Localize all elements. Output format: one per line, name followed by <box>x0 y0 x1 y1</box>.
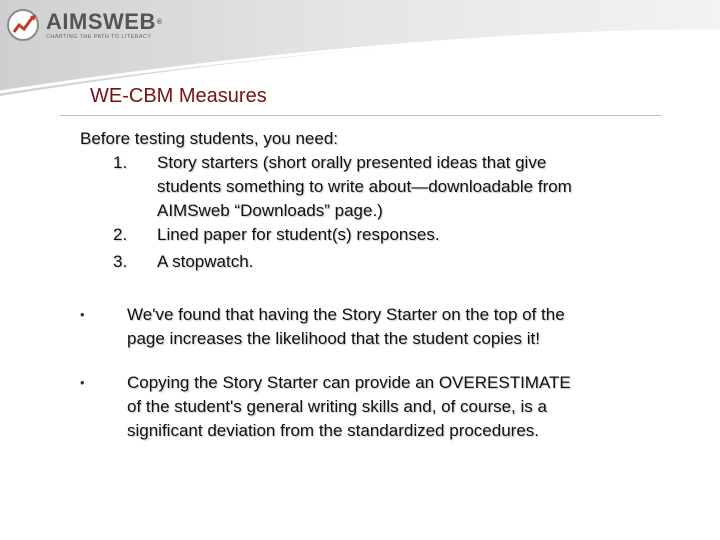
intro-text: Before testing students, you need: <box>80 129 339 148</box>
bullet-text: We've found that having the Story Starter on the top of the page increases the likelihood that the student copies it! <box>127 305 565 348</box>
title-divider <box>60 115 661 116</box>
bullet-text: Copying the Story Starter can provide an OVERESTIMATE of the student's general writing skills and, of course, is a significant deviation from the standardized procedures. <box>127 373 571 440</box>
slide-title: WE-CBM Measures <box>90 85 267 107</box>
item-number: 2. <box>113 225 128 244</box>
header-band <box>0 0 720 96</box>
item-number: 1. <box>113 153 128 172</box>
logo-chart-icon <box>6 8 42 42</box>
bullet-marker: • <box>80 307 85 322</box>
item-text: A stopwatch. <box>157 252 254 271</box>
logo-wordmark: AIMSWEB® <box>46 9 163 34</box>
bullet-marker: • <box>80 375 85 390</box>
item-number: 3. <box>113 252 128 271</box>
logo-tagline: CHARTING THE PATH TO LITERACY <box>46 34 152 40</box>
item-text: Story starters (short orally presented ideas that give students something to write about—downloadable from AIMSweb “Downloads” page.) <box>157 153 572 220</box>
item-text: Lined paper for student(s) responses. <box>157 225 440 244</box>
aimsweb-logo <box>6 8 186 42</box>
